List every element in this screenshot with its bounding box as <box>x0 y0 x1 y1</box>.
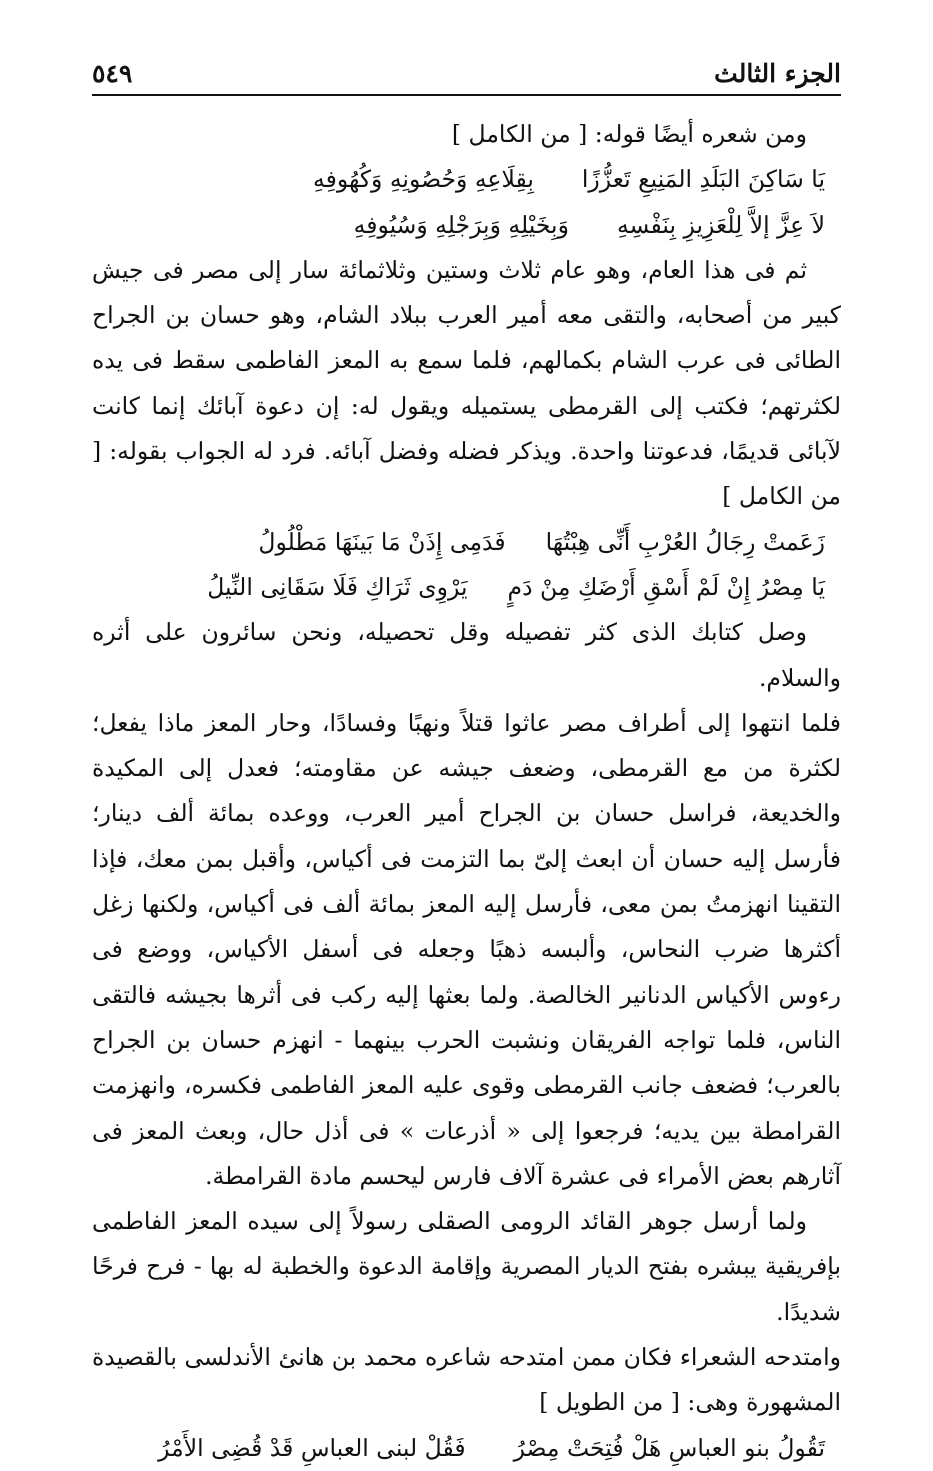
poem-verse <box>92 565 841 610</box>
running-title: الجزء الثالث <box>714 59 841 88</box>
paragraph: ولما أرسل جوهر القائد الرومى الصقلى رسولاً إلى سيده المعز الفاطمى بإفريقية يبشره بفتح الديار المصرية وإقامة الدعوة والخطبة له بها - فرح فرحًا شديدًا. <box>92 1207 841 1326</box>
verse-first-hemistich: تَقُولُ بنو العباسِ هَلْ فُتِحَتْ مِصْرُ <box>513 1433 825 1462</box>
verse-first-hemistich: زَعَمتْ رِجَالُ العُرْبِ أَنِّى هِبْتُهَا <box>545 527 825 556</box>
verse-first-hemistich: يَا مِصْرُ إِنْ لَمْ أَسْقِ أَرْضَكِ مِنْ دَمٍ <box>507 572 825 601</box>
verse-second-hemistich: فَدَمِى إِذَنْ مَا بَينَهَا مَطْلُولُ <box>258 527 506 556</box>
page-body <box>92 112 841 1471</box>
verse-second-hemistich: بِقِلَاعِهِ وَحُصُونِهِ وَكُهُوفِهِ <box>313 165 534 194</box>
poem-verse <box>92 157 841 202</box>
poem-verse <box>92 203 841 248</box>
page-header <box>92 50 841 96</box>
paragraph: ومن شعره أيضًا قوله: [ من الكامل ] <box>451 120 807 148</box>
poem-verse <box>92 520 841 565</box>
paragraph: ثم فى هذا العام، وهو عام ثلاث وستين وثلاثمائة سار إلى مصر فى جيش كبير من أصحابه، والتقى معه أمير العرب ببلاد الشام، وهو حسان بن الجراح الطائى فى عرب الشام بكمالهم، فلما سمع به المعز الفاطمى سقط فى يده لكثرتهم؛ فكتب إلى القرمطى يستميله ويقول له: إن دعوة آبائك إنما كانت لآبائى قديمًا، فدعوتنا واحدة. ويذكر فضله وفضل آبائه. فرد له الجواب بقوله: [ من الكامل ] <box>92 255 841 511</box>
verse-second-hemistich: يَرْوِى ثَرَاكِ فَلَا سَقَانِى النِّيلُ <box>207 572 468 601</box>
verse-first-hemistich: يَا سَاكِنَ البَلَدِ المَنِيعِ تَعزُّزًا <box>581 165 825 194</box>
verse-second-hemistich: فَقُلْ لبنى العباسِ قَدْ قُضِى الأَمْرُ <box>158 1433 466 1462</box>
verse-second-hemistich: وَبِخَيْلِهِ وَبِرَجْلِهِ وَسُيُوفِهِ <box>353 210 569 239</box>
paragraph: فلما انتهوا إلى أطراف مصر عاثوا قتلاً ونهبًا وفسادًا، وحار المعز ماذا يفعل؛ لكثرة من مع القرمطى، وضعف جيشه عن مقاومته؛ فعدل إلى المكيدة والخديعة، فراسل حسان بن الجراح أمير العرب، ووعده بمائة ألف دينار؛ فأرسل إليه حسان أن ابعث إلىّ بما التزمت فى أكياس، وأقبل بمن معك، فإذا التقينا انهزمتُ بمن معى، فأرسل إليه المعز بمائة ألف فى أكياس، ولكنها زغل أكثرها ضرب النحاس، وألبسه ذهبًا وجعله فى أسفل الأكياس، ووضع فى رءوس الأكياس الدنانير الخالصة. ولما بعثها إليه ركب فى أثرها بجيشه فالتقى الناس، فلما تواجه الفريقان ونشبت الحرب بينهما - انهزم حسان بن الجراح بالعرب؛ فضعف جانب القرمطى وقوى عليه المعز الفاطمى فكسره، وانهزمت القرامطة بين يديه؛ فرجعوا إلى « أذرعات » فى أذل حال، وبعث المعز فى آثارهم بعض الأمراء فى عشرة آلاف فارس ليحسم مادة القرامطة. <box>92 708 841 1190</box>
page-number: ٥٤٩ <box>92 59 133 88</box>
paragraph: وامتدحه الشعراء فكان ممن امتدحه شاعره محمد بن هانئ الأندلسى بالقصيدة المشهورة وهى: [ من الطويل ] <box>92 1343 841 1417</box>
poem-verse <box>92 1426 841 1471</box>
paragraph: وصل كتابك الذى كثر تفصيله وقل تحصيله، ونحن سائرون على أثره والسلام. <box>92 618 841 692</box>
verse-first-hemistich: لاَ عِزَّ إلاَّ لِلْعَزِيزِ بِنَفْسِهِ <box>616 210 825 239</box>
